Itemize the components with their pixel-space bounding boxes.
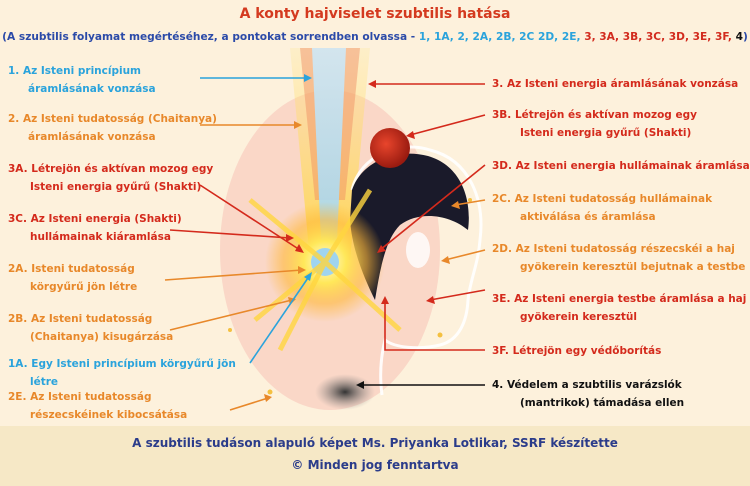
footer	[0, 426, 750, 486]
label-2c	[492, 190, 712, 226]
note-sequence-black: 4	[731, 31, 743, 43]
label-3a	[8, 160, 213, 196]
note-suffix: )	[742, 31, 748, 43]
ear	[406, 232, 430, 268]
reading-order-note	[0, 31, 750, 43]
label-2e-line2: részecskéinek kibocsátása	[30, 409, 188, 421]
label-2b-line1: 2B. Az Isteni tudatosság	[8, 313, 153, 325]
hair-bun	[370, 128, 410, 168]
label-2-line1: 2. Az Isteni tudatosság (Chaitanya)	[8, 113, 217, 125]
label-3b	[492, 106, 697, 142]
label-2c-line2: aktiválása és áramlása	[520, 211, 656, 223]
label-2b-line2: (Chaitanya) kisugárzása	[30, 331, 174, 343]
label-3d-line1: 3D. Az Isteni energia hullámainak áramlása	[492, 160, 750, 172]
label-3c-line2: hullámainak kiáramlása	[30, 231, 171, 243]
label-3c-line1: 3C. Az Isteni energia (Shakti)	[8, 213, 182, 225]
label-1-line1: 1. Az Isteni princípium	[8, 65, 141, 77]
label-2d-line2: gyökerein keresztül bejutnak a testbe	[520, 261, 746, 273]
label-1-line2: áramlásának vonzása	[28, 83, 156, 95]
page-title: A konty hajviselet szubtilis hatása	[239, 6, 511, 22]
label-4-line2: (mantrikok) támadása ellen	[520, 397, 685, 409]
label-1a	[8, 355, 236, 391]
label-3e	[492, 290, 746, 326]
footer-credit: A szubtilis tudáson alapuló képet Ms. Priyanka Lotlikar, SSRF készítette	[132, 436, 618, 450]
attacker-smoke	[315, 374, 375, 410]
label-2d-line1: 2D. Az Isteni tudatosság részecskéi a haj	[492, 243, 735, 255]
label-4	[492, 376, 684, 412]
label-3c	[8, 210, 182, 246]
label-3e-line1: 3E. Az Isteni energia testbe áramlása a haj	[492, 293, 747, 305]
label-3b-line2: Isteni energia gyűrű (Shakti)	[520, 127, 692, 139]
label-2a-line2: körgyűrű jön létre	[30, 281, 138, 293]
label-2c-line1: 2C. Az Isteni tudatosság hullámainak	[492, 193, 713, 205]
label-3f	[492, 342, 661, 360]
label-2a	[8, 260, 137, 296]
label-3	[492, 75, 738, 93]
label-3a-line2: Isteni energia gyűrű (Shakti)	[30, 181, 202, 193]
label-3b-line1: 3B. Létrejön és aktívan mozog egy	[492, 109, 697, 121]
note-prefix: (A szubtilis folyamat megértéséhez, a pontokat sorrendben olvassa -	[2, 31, 419, 43]
label-2e-line1: 2E. Az Isteni tudatosság	[8, 391, 152, 403]
label-3e-line2: gyökerein keresztül	[520, 311, 638, 323]
label-2	[8, 110, 217, 146]
label-2b	[8, 310, 173, 346]
label-3f-line1: 3F. Létrejön egy védőborítás	[492, 345, 662, 357]
label-1a-line2: létre	[30, 376, 59, 388]
label-2e	[8, 388, 187, 424]
label-2a-line1: 2A. Isteni tudatosság	[8, 263, 135, 275]
label-1a-line1: 1A. Egy Isteni princípium körgyűrű jön	[8, 358, 236, 370]
label-1	[8, 62, 156, 98]
label-3d	[492, 157, 750, 175]
note-sequence-blue: 1, 1A, 2, 2A, 2B, 2C 2D, 2E,	[418, 31, 581, 43]
label-4-line1: 4. Védelem a szubtilis varázslók	[492, 379, 682, 391]
footer-copyright: © Minden jog fenntartva	[291, 458, 459, 472]
label-3a-line1: 3A. Létrejön és aktívan mozog egy	[8, 163, 214, 175]
label-2-line2: áramlásának vonzása	[28, 131, 156, 143]
note-sequence-red: 3, 3A, 3B, 3C, 3D, 3E, 3F,	[580, 31, 732, 43]
label-3-line1: 3. Az Isteni energia áramlásának vonzása	[492, 78, 739, 90]
label-2d	[492, 240, 745, 276]
